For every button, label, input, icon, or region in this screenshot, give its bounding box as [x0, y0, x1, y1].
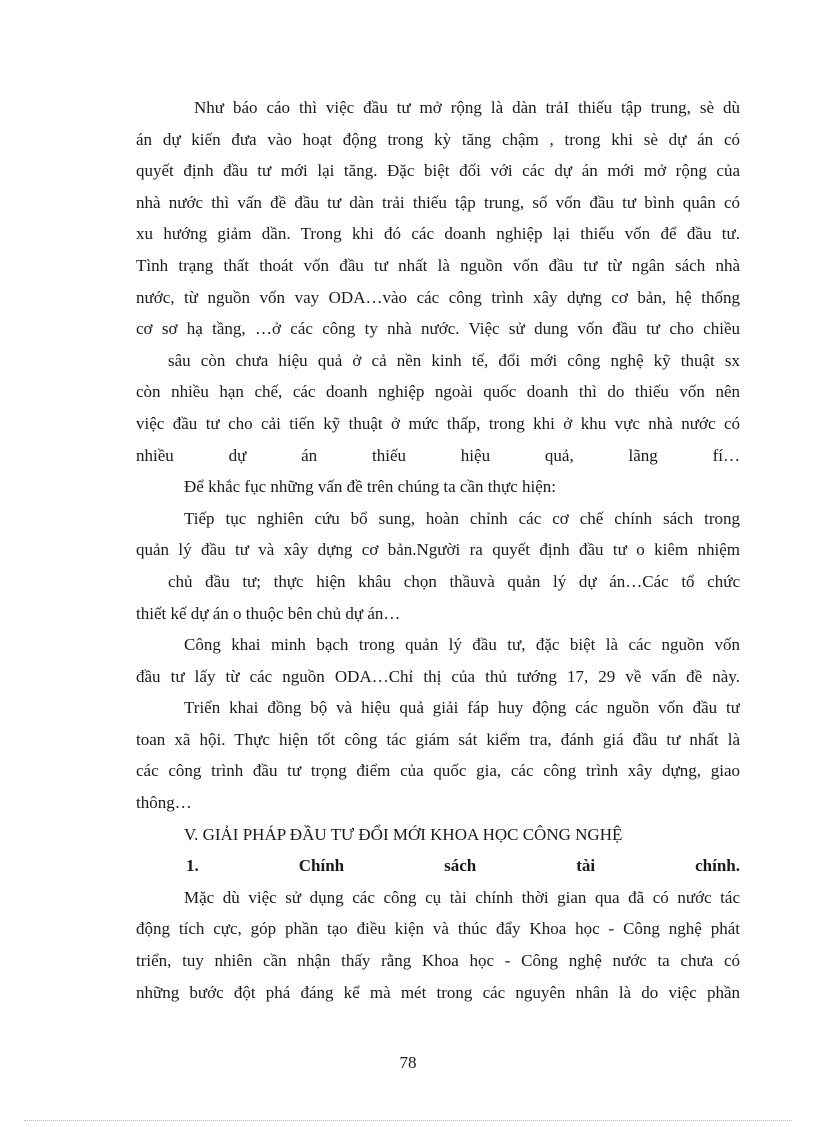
- text-line: xu hướng giảm dần. Trong khi đó các doanh nghiệp lại thiếu vốn để đầu tư.: [136, 224, 740, 244]
- section-heading: V. GIẢI PHÁP ĐẦU TƯ ĐỔI MỚI KHOA HỌC CÔNG NGHỆ: [184, 824, 623, 844]
- text-line: sâu còn chưa hiệu quả ở cả nền kinh tế, đổi mới công nghệ kỹ thuật sx: [168, 350, 740, 370]
- page-number: 78: [399, 1053, 417, 1072]
- text-line: Tình trạng thất thoát vốn đầu tư nhất là nguồn vốn đầu tư từ ngân sách nhà: [136, 255, 740, 275]
- text-line: thiết kế dự án o thuộc bên chủ dự án…: [136, 603, 401, 623]
- text-line: Như báo cáo thì việc đầu tư mở rộng là dàn trảI thiếu tập trung, sè dù: [194, 98, 740, 117]
- text-line: Để khắc fục những vấn đề trên chúng ta cần thực hiện:: [184, 477, 556, 497]
- text-line: toan xã hội. Thực hiện tốt công tác giám sát kiểm tra, đánh giá đầu tư nhất là: [136, 729, 740, 749]
- text-line: Triển khai đồng bộ và hiệu quả giải fáp huy động các nguồn vốn đầu tư: [184, 698, 740, 718]
- text-line: Mặc dù việc sử dụng các công cụ tài chính thời gian qua đã có nước tác: [184, 887, 740, 907]
- text-line: quyết định đầu tư mới lại tăng. Đặc biệt đối với các dự án mới mở rộng của: [136, 161, 740, 181]
- text-line: nhà nước thì vấn đề đầu tư dàn trải thiếu tập trung, số vốn đầu tư bình quân có: [136, 192, 740, 212]
- text-line: Công khai minh bạch trong quản lý đầu tư, đặc biệt là các nguồn vốn: [184, 635, 740, 655]
- text-line: nước, từ nguồn vốn vay ODA…vào các công trình xây dựng cơ bản, hệ thống: [136, 287, 740, 307]
- subsection-heading: 1. Chính sách tài chính.: [186, 856, 740, 876]
- text-line: án dự kiến đưa vào hoạt động trong kỳ tăng chậm , trong khi sè dự án có: [136, 129, 740, 149]
- text-line: các công trình đầu tư trọng điểm của quốc gia, các công trình xây dựng, giao: [136, 761, 740, 781]
- page-bottom-border: [24, 1120, 792, 1121]
- text-line: Tiếp tục nghiên cứu bổ sung, hoàn chỉnh các cơ chế chính sách trong: [184, 508, 740, 528]
- text-line: chủ đầu tư; thực hiện khâu chọn thầuvà quản lý dự án…Các tổ chức: [168, 571, 740, 591]
- text-line: đầu tư lấy từ các nguồn ODA…Chỉ thị của thủ tướng 17, 29 về vấn đề này.: [136, 666, 740, 686]
- text-line: động tích cực, góp phần tạo điều kiện và thúc đẩy Khoa học - Công nghệ phát: [136, 919, 740, 939]
- document-body: [136, 92, 740, 1008]
- text-line: những bước đột phá đáng kể mà mét trong các nguyên nhân là do việc phần: [136, 982, 740, 1002]
- text-line: việc đầu tư cho cải tiến kỹ thuật ở mức thấp, trong khi ở khu vực nhà nước có: [136, 413, 740, 433]
- text-line: còn nhiều hạn chế, các doanh nghiệp ngoài quốc doanh thì do thiếu vốn nên: [136, 382, 740, 402]
- text-line: thông…: [136, 793, 192, 813]
- text-line: quản lý đầu tư và xây dựng cơ bản.Người ra quyết định đầu tư o kiêm nhiệm: [136, 540, 740, 560]
- text-line: nhiều dự án thiếu hiệu quả, lãng fí…: [136, 445, 740, 465]
- text-line: cơ sơ hạ tầng, …ở các công ty nhà nước. Việc sử dung vốn đầu tư cho chiều: [136, 319, 740, 339]
- text-line: triển, tuy nhiên cần nhận thấy rằng Khoa học - Công nghệ nước ta chưa có: [136, 951, 740, 971]
